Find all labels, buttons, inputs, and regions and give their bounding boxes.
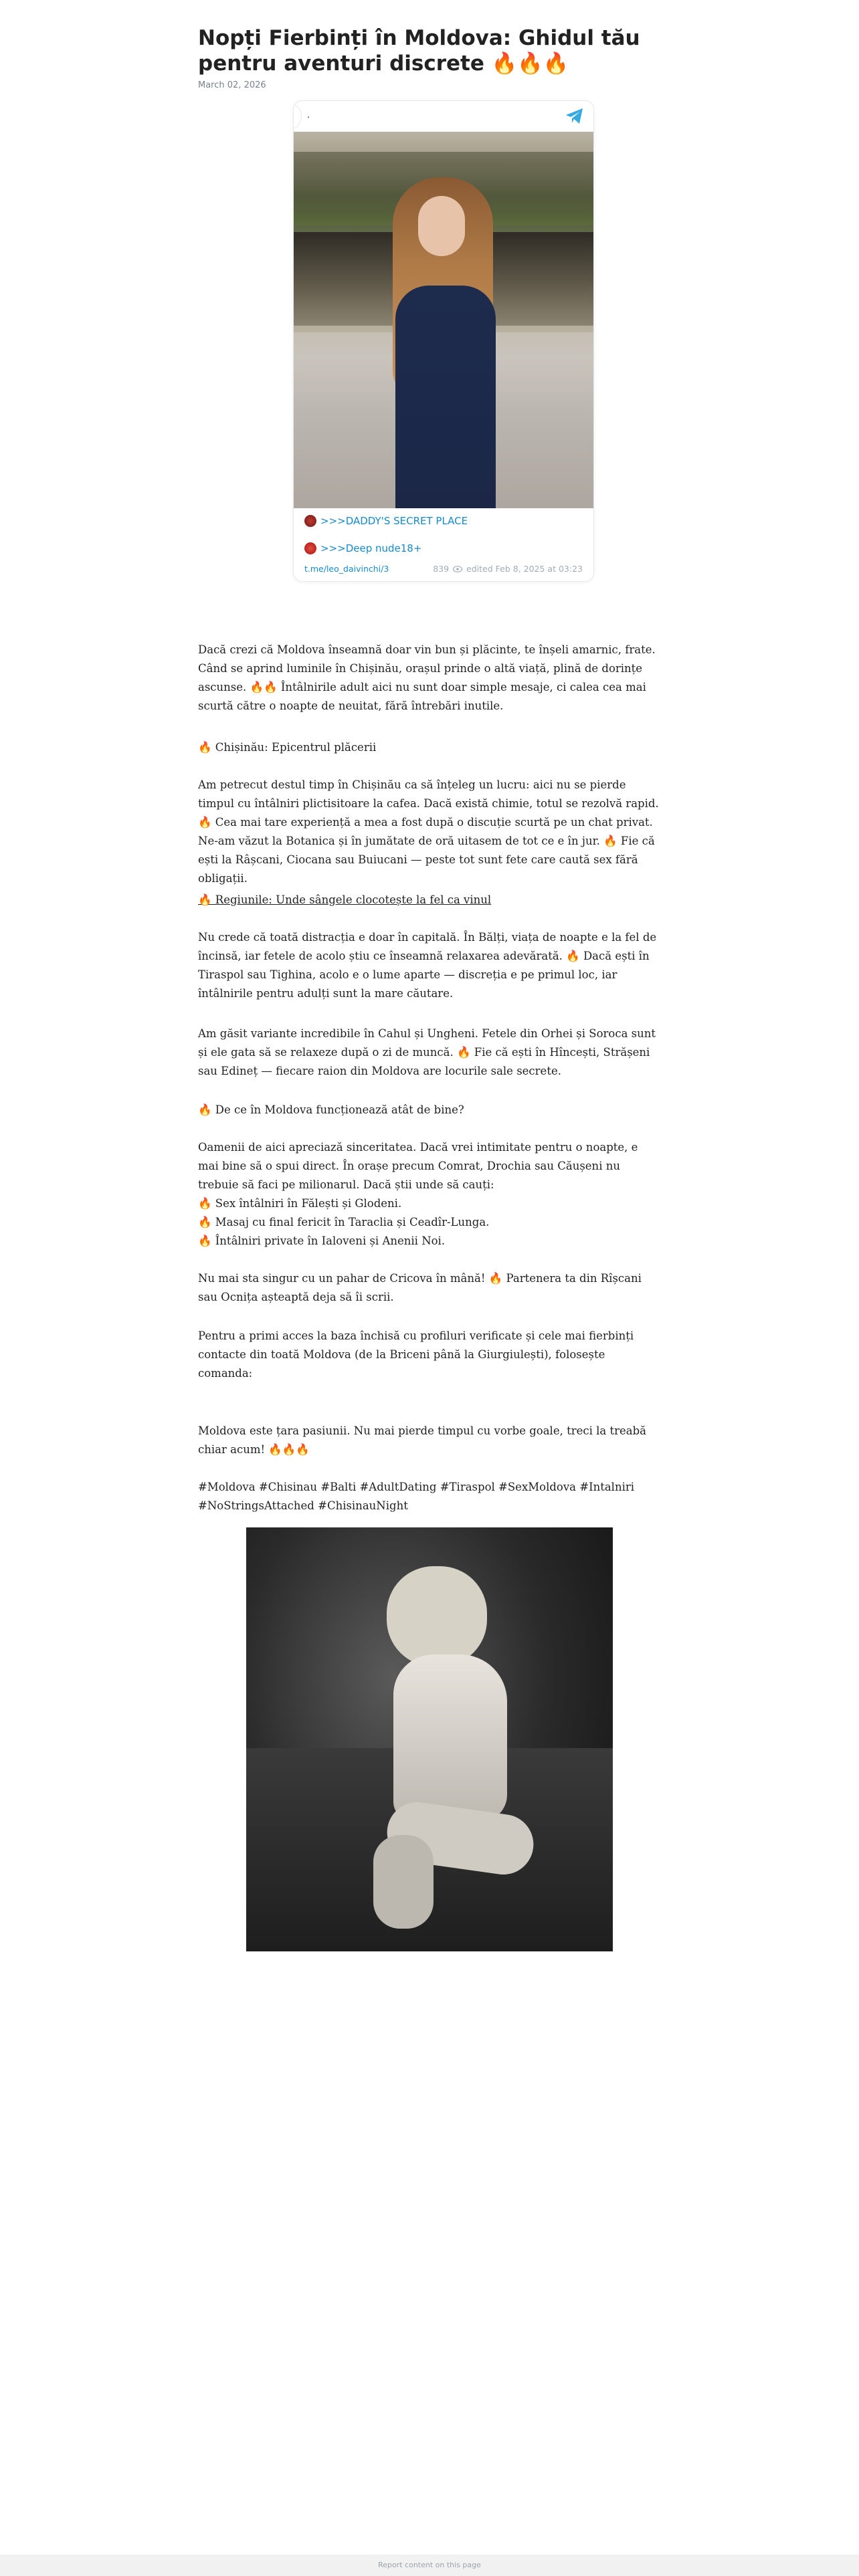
section-heading-link[interactable]: 🔥 Regiunile: Unde sângele clocotește la fel ca vinul <box>198 893 492 906</box>
paragraph: Oamenii de aici apreciază sinceritatea. Dacă vrei intimitate pentru o noapte, e mai bine să o spui direct. În orașe precum Comrat, Drochia sau Căușeni nu trebuie să faci pe milionarul. Dacă știi unde să cauți: <box>198 1141 638 1191</box>
telegram-icon[interactable] <box>565 108 584 125</box>
views-count: 839 <box>433 564 450 574</box>
section-heading: 🔥 De ce în Moldova funcționează atât de bine? <box>198 1103 464 1116</box>
section-heading: 🔥 Chișinău: Epicentrul plăcerii <box>198 741 377 754</box>
list-item: 🔥 Masaj cu final fericit în Taraclia și Ceadîr-Lunga. <box>198 1216 490 1228</box>
telegram-embed-card[interactable] <box>293 100 594 582</box>
paragraph: Nu crede că toată distracția e doar în capitală. În Bălți, viața de noapte e la fel de încinsă, iar fetele de acolo știu ce înseamnă relaxarea adevărată. 🔥 Dacă ești în Tiraspol sau Tighina, acolo e o lume aparte — discreția e pe primul loc, iar întâlnirile pentru adulți sunt la mare căutare. <box>198 931 657 1000</box>
article-date: March 02, 2026 <box>198 80 266 90</box>
list-item: 🔥 Întâlniri private în Ialoveni și Anenii Noi. <box>198 1235 446 1247</box>
post-url-link[interactable]: t.me/leo_daivinchi/3 <box>304 564 389 574</box>
post-meta <box>433 564 583 574</box>
link-daddys-secret-place[interactable] <box>304 515 468 527</box>
post-photo[interactable] <box>294 132 594 508</box>
cherry-emoji-icon <box>304 542 316 554</box>
paragraph-list <box>198 1138 661 1251</box>
eye-icon <box>453 566 462 572</box>
paragraph: Nu mai sta singur cu un pahar de Cricova în mână! 🔥 Partenera ta din Rîșcani sau Ocnița așteaptă deja să îi scrii. <box>198 1272 642 1303</box>
article-title: Nopți Fierbinți în Moldova: Ghidul tău pentru aventuri discrete 🔥🔥🔥 <box>198 26 640 76</box>
link-label: >>>DADDY'S SECRET PLACE <box>320 515 468 527</box>
link-label: >>>Deep nude18+ <box>320 542 422 554</box>
devil-emoji-icon <box>304 515 316 527</box>
paragraph: Pentru a primi acces la baza închisă cu profiluri verificate și cele mai fierbinți contacte din toată Moldova (de la Briceni până la Giurgiulești), folosește comanda: <box>198 1329 634 1380</box>
channel-avatar[interactable] <box>293 102 302 130</box>
edited-timestamp: edited Feb 8, 2025 at 03:23 <box>466 564 583 574</box>
paragraph: Am găsit variante incredibile în Cahul și Ungheni. Fetele din Orhei și Soroca sunt și ele gata să se relaxeze după o zi de muncă. 🔥 Fie că ești în Hîncești, Strășeni sau Edineț — fiecare raion din Moldova are locurile sale secrete. <box>198 1027 656 1077</box>
paragraph: Dacă crezi că Moldova înseamnă doar vin bun și plăcinte, te înșeli amarnic, frate. Când se aprind luminile în Chișinău, orașul prinde o altă viață, plină de dorințe ascunse. 🔥🔥 Întâlnirile adult aici nu sunt doar simple mesaje, ci calea cea mai scurtă către o noapte de neuitat, fără întrebări inutile. <box>198 643 656 712</box>
paragraph: Moldova este țara pasiunii. Nu mai pierde timpul cu vorbe goale, treci la treabă chiar acum! 🔥🔥🔥 <box>198 1424 647 1456</box>
link-deep-nude[interactable] <box>304 542 421 554</box>
hashtags: #Moldova #Chisinau #Balti #AdultDating #Tiraspol #SexMoldova #Intalniri #NoStringsAttached #ChisinauNight <box>198 1481 635 1512</box>
post-footer <box>304 564 583 574</box>
channel-name[interactable]: . <box>307 110 310 120</box>
report-content-link[interactable]: Report content on this page <box>0 2555 859 2576</box>
article-photo <box>246 1527 613 1951</box>
list-item: 🔥 Sex întâlniri în Fălești și Glodeni. <box>198 1197 402 1210</box>
paragraph: Am petrecut destul timp în Chișinău ca să înțeleg un lucru: aici nu se pierde timpul cu întâlniri plictisitoare la cafea. Dacă există chimie, totul se rezolvă rapid. 🔥 Cea mai tare experiență a mea a fost după o discuție scurtă pe un chat privat. Ne-am văzut la Botanica și în jumătate de oră uitasem de tot ce e în jur. 🔥 Fie că ești la Râșcani, Ciocana sau Buiucani — peste tot sunt fete care caută sex fără obligații. <box>198 778 659 885</box>
